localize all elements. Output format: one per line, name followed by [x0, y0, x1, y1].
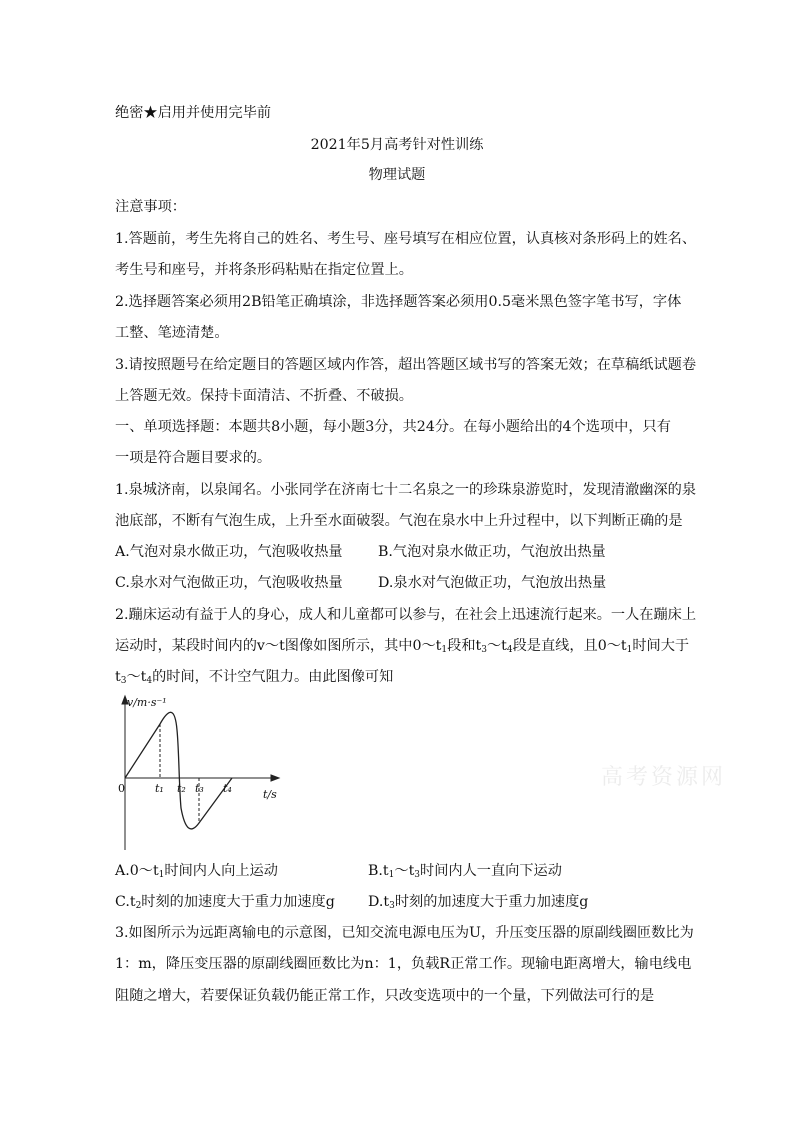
exam-title: 2021年5月高考针对性训练	[310, 137, 484, 153]
origin-label: 0	[118, 782, 125, 795]
q2-option-c: $C.t_2$时刻的加速度大于重力加速度g	[115, 894, 335, 911]
q2-stem-line-3: $t_3\sim t_4$的时间，不计空气阻力。由此图像可知	[115, 669, 394, 686]
v-axis-label: v/m·s⁻¹	[127, 696, 167, 709]
velocity-curve	[125, 712, 232, 829]
q1-option-c: C.泉水对气泡做正功，气泡吸收热量	[115, 575, 343, 591]
section-1-heading-line-2: 一项是符合题目要求的。	[115, 450, 272, 466]
q3-stem-line-1: 3.如图所示为远距离输电的示意图，已知交流电源电压为U，升压变压器的原副线圈匝数比为	[115, 925, 694, 941]
t3-label: t₃	[195, 782, 204, 795]
section-1-heading-line-1: 一、单项选择题：本题共8小题，每小题3分，共24分。在每小题给出的4个选项中，只有	[115, 419, 671, 435]
notice-item-3-line-2: 上答题无效。保持卡面清洁、不折叠、不破损。	[115, 388, 413, 404]
q1-option-a: A.气泡对泉水做正功，气泡吸收热量	[115, 544, 343, 560]
q1-option-d: D.泉水对气泡做正功，气泡放出热量	[378, 575, 607, 591]
notice-item-2-line-1: 2.选择题答案必须用2B铅笔正确填涂，非选择题答案必须用0.5毫米黑色签字笔书写，字体	[115, 294, 682, 310]
q3-stem-line-3: 阻随之增大，若要保证负载仍能正常工作，只改变选项中的一个量，下列做法可行的是	[115, 988, 655, 1004]
notice-item-2-line-2: 工整、笔迹清楚。	[115, 325, 229, 341]
q2-option-d: $D.t_3$时刻的加速度大于重力加速度g	[368, 894, 589, 911]
t2-label: t₂	[177, 782, 186, 795]
notice-item-3-line-1: 3.请按照题号在给定题目的答题区域内作答，超出答题区域书写的答案无效；在草稿纸试题卷	[115, 357, 697, 373]
watermark: 高考资源网	[601, 765, 727, 790]
q2-option-a: $A.0\sim t_1$时间内人向上运动	[115, 863, 278, 880]
t-axis-arrow	[271, 775, 279, 781]
notice-heading: 注意事项：	[115, 199, 186, 215]
confidential-mark: 绝密★启用并使用完毕前	[115, 105, 272, 121]
t-axis-label: t/s	[263, 788, 277, 801]
q3-stem-line-2: 1：m，降压变压器的原副线圈匝数比为n：1，负载R正常工作。现输电距离增大，输电线电	[115, 956, 692, 972]
t4-label: t₄	[223, 782, 232, 795]
q1-stem-line-2: 池底部，不断有气泡生成，上升至水面破裂。气泡在泉水中上升过程中，以下判断正确的是	[115, 513, 683, 529]
q1-stem-line-1: 1.泉城济南，以泉闻名。小张同学在济南七十二名泉之一的珍珠泉游览时，发现清澈幽深的泉	[115, 482, 697, 498]
q2-option-b: $B.t_1\sim t_3$时间内人一直向下运动	[368, 863, 562, 880]
q1-option-b: B.气泡对泉水做正功，气泡放出热量	[378, 544, 606, 560]
notice-item-1-line-1: 1.答题前，考生先将自己的姓名、考生号、座号填写在相应位置，认真核对条形码上的姓名、	[115, 231, 697, 247]
velocity-time-graph	[115, 690, 285, 852]
q2-stem-line-2: 运动时，某段时间内的v～t图像如图所示，其中$0\sim t_1$段和$t_3\sim t_4$段是直线，且$0\sim t_1$时间大于	[115, 638, 690, 655]
q2-stem-line-1: 2.蹦床运动有益于人的身心，成人和儿童都可以参与，在社会上迅速流行起来。一人在蹦床上	[115, 607, 697, 623]
subject-title: 物理试题	[368, 167, 426, 183]
t1-label: t₁	[155, 782, 164, 795]
notice-item-1-line-2: 考生号和座号，并将条形码粘贴在指定位置上。	[115, 262, 413, 278]
